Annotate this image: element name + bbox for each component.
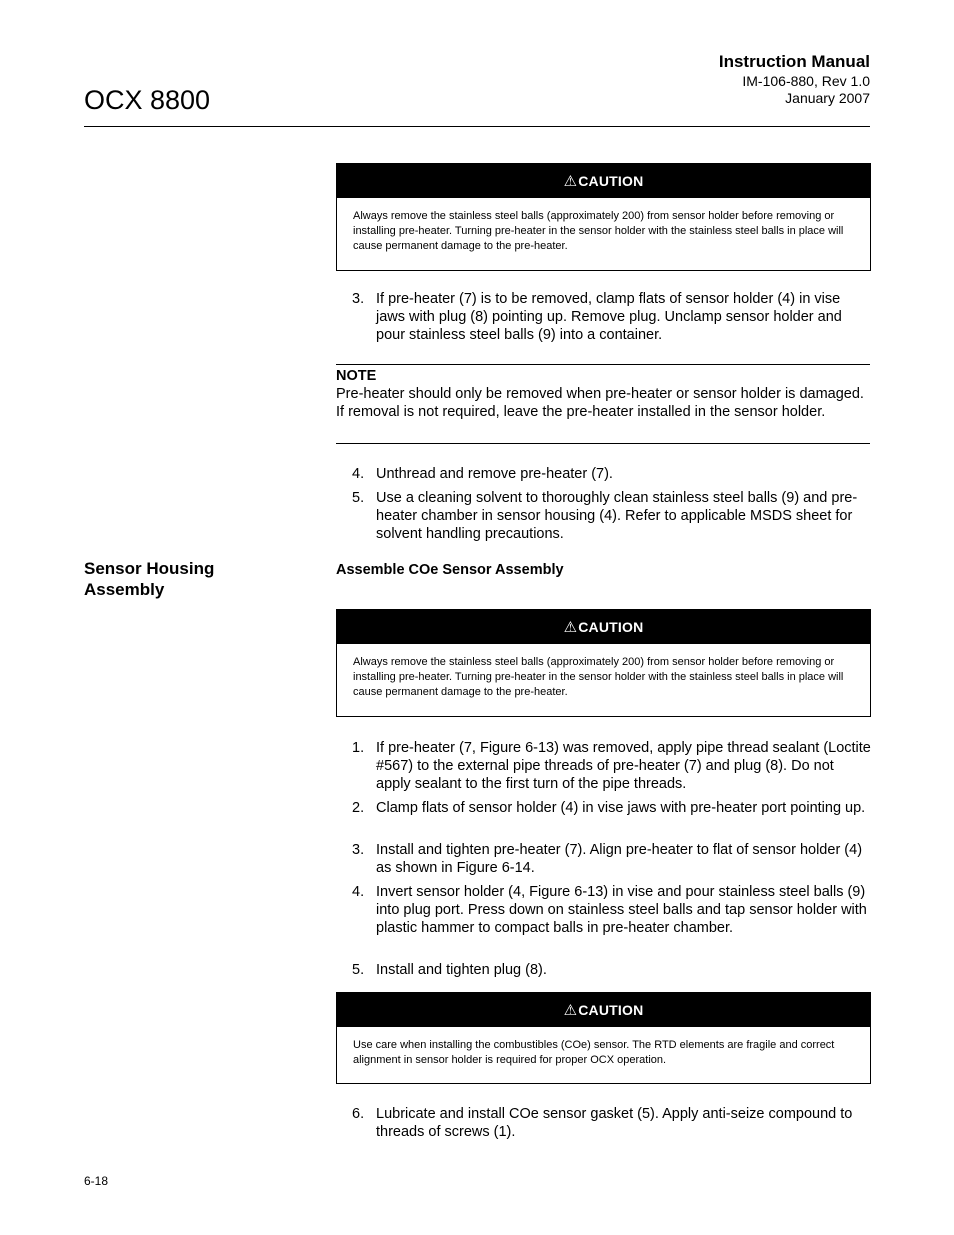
step-text: If pre-heater (7) is to be removed, clamp flats of sensor holder (4) in vise jaws with plug (8) pointing up. Remove plug. Unclamp sensor holder and pour stainless steel balls (9) into a container. bbox=[376, 291, 842, 343]
step-text: Clamp flats of sensor holder (4) in vise jaws with pre-heater port pointing up. bbox=[376, 800, 866, 816]
note-text: Pre-heater should only be removed when pre-heater or sensor holder is damaged. If removal is not required, leave the pre-heater installed in the sensor holder. bbox=[336, 386, 864, 420]
note-block bbox=[336, 364, 870, 444]
caution-box-2 bbox=[336, 609, 871, 717]
caution-box-1 bbox=[336, 163, 871, 271]
doc-date: January 2007 bbox=[785, 90, 870, 106]
caution-title: CAUTION bbox=[578, 619, 644, 635]
warning-triangle-icon: ⚠ bbox=[563, 619, 578, 636]
step-text: If pre-heater (7, Figure 6-13) was removed, apply pipe thread sealant (Loctite #567) to the external pipe threads of pre-heater (7) and plug (8). Do not apply sealant to the first turn of the pipe threads. bbox=[376, 740, 871, 792]
step-number: 3. bbox=[352, 842, 365, 858]
caution-header bbox=[337, 610, 870, 644]
step-text: Install and tighten plug (8). bbox=[376, 962, 547, 978]
doc-number: IM-106-880, Rev 1.0 bbox=[742, 73, 870, 89]
list-item bbox=[352, 841, 872, 877]
page-number: 6-18 bbox=[84, 1174, 109, 1188]
list-item bbox=[352, 489, 872, 543]
list-item bbox=[352, 961, 872, 979]
warning-triangle-icon: ⚠ bbox=[563, 173, 578, 190]
warning-triangle-icon: ⚠ bbox=[563, 1002, 578, 1019]
step-number: 2. bbox=[352, 800, 365, 816]
product-title: OCX 8800 bbox=[84, 85, 211, 115]
caution-title: CAUTION bbox=[578, 1002, 644, 1018]
header-divider bbox=[84, 126, 870, 127]
caution-text: Always remove the stainless steel balls (approximately 200) from sensor holder before removing or installing pre-heater. Turning pre-heater in the sensor holder with the stainless steel balls in place will cause permanent damage to the pre-heater. bbox=[353, 656, 844, 698]
step-number: 5. bbox=[352, 490, 365, 506]
caution-text: Always remove the stainless steel balls (approximately 200) from sensor holder before removing or installing pre-heater. Turning pre-heater in the sensor holder with the stainless steel balls in place will cause permanent damage to the pre-heater. bbox=[353, 210, 844, 252]
step-number: 1. bbox=[352, 740, 365, 756]
caution-header bbox=[337, 164, 870, 198]
caution-text: Use care when installing the combustibles (COe) sensor. The RTD elements are fragile and correct alignment in sensor holder is required for proper OCX operation. bbox=[353, 1039, 835, 1066]
list-item bbox=[352, 799, 872, 817]
manual-title: Instruction Manual bbox=[718, 52, 870, 71]
list-item bbox=[352, 290, 872, 344]
list-item bbox=[352, 739, 872, 793]
header-doc-info bbox=[719, 51, 870, 107]
step-text: Lubricate and install COe sensor gasket (5). Apply anti-seize compound to threads of screws (1). bbox=[376, 1106, 853, 1140]
note-label: NOTE bbox=[336, 368, 377, 384]
list-item bbox=[352, 1105, 872, 1141]
section-heading: Sensor Housing Assembly bbox=[84, 559, 215, 599]
step-number: 5. bbox=[352, 962, 365, 978]
step-number: 6. bbox=[352, 1106, 365, 1122]
step-text: Unthread and remove pre-heater (7). bbox=[376, 466, 613, 482]
step-text: Install and tighten pre-heater (7). Align pre-heater to flat of sensor holder (4) as shown in Figure 6-14. bbox=[376, 842, 863, 876]
caution-title: CAUTION bbox=[578, 173, 644, 189]
step-number: 3. bbox=[352, 291, 365, 307]
step-number: 4. bbox=[352, 466, 365, 482]
caution-header bbox=[337, 993, 870, 1027]
step-text: Use a cleaning solvent to thoroughly clean stainless steel balls (9) and pre-heater chamber in sensor housing (4). Refer to applicable MSDS sheet for solvent handling precautions. bbox=[376, 490, 858, 542]
sub-heading: Assemble COe Sensor Assembly bbox=[336, 562, 564, 578]
step-number: 4. bbox=[352, 884, 365, 900]
list-item bbox=[352, 883, 872, 937]
list-item bbox=[352, 465, 872, 483]
caution-box-3 bbox=[336, 992, 871, 1084]
step-text: Invert sensor holder (4, Figure 6-13) in vise and pour stainless steel balls (9) into plug port. Press down on stainless steel balls and tap sensor holder with plastic hammer to compact balls in pre-heater chamber. bbox=[376, 884, 867, 936]
